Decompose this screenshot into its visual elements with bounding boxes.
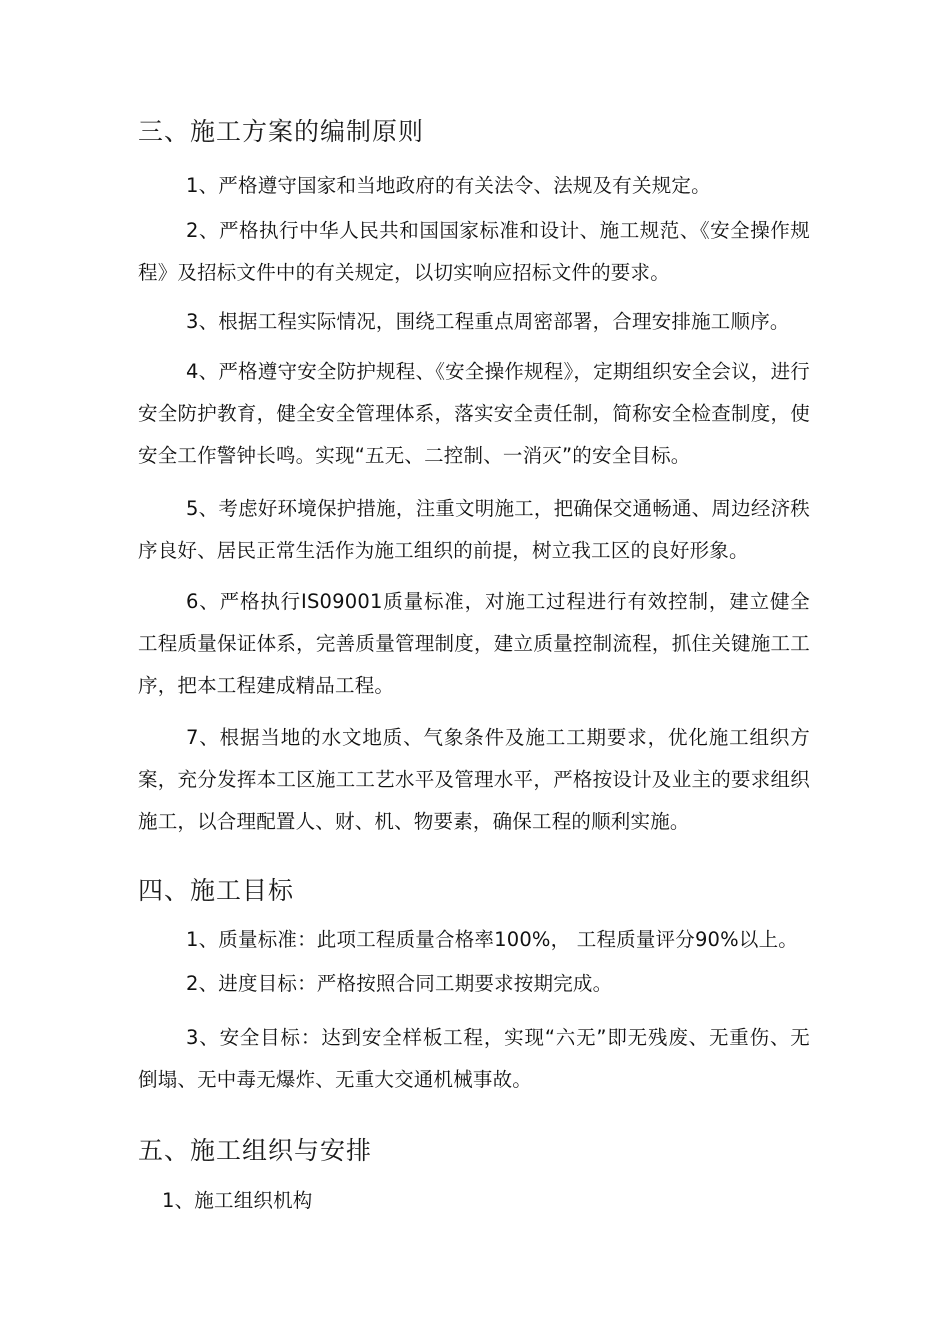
section-5-item-1: 1、施工组织机构 (162, 1189, 313, 1212)
section-4-item-1: 1、质量标准：此项工程质量合格率100%， 工程质量评分90%以上。 (186, 928, 798, 951)
section-4-item-3: 3、安全目标：达到安全样板工程，实现“六无”即无残废、无重伤、无倒塌、无中毒无爆炸、无重大交通机械事故。 (138, 1026, 810, 1091)
section-3-item-6: 6、严格执行IS09001质量标准，对施工过程进行有效控制，建立健全工程质量保证体系，完善质量管理制度，建立质量控制流程，抓住关键施工工序，把本工程建成精品工程。 (138, 590, 810, 697)
section-5-heading: 五、施工组织与安排 (138, 1136, 373, 1165)
section-3-heading: 三、施工方案的编制原则 (138, 117, 425, 146)
section-4-heading: 四、施工目标 (138, 876, 295, 905)
section-3-item-7: 7、根据当地的水文地质、气象条件及施工工期要求，优化施工组织方案，充分发挥本工区施工工艺水平及管理水平，严格按设计及业主的要求组织施工，以合理配置人、财、机、物要素，确保工程的顺利实施。 (138, 726, 810, 833)
section-3-item-3: 3、根据工程实际情况，围绕工程重点周密部署，合理安排施工顺序。 (186, 310, 790, 333)
section-3-item-2: 2、严格执行中华人民共和国国家标准和设计、施工规范、《安全操作规程》及招标文件中的有关规定，以切实响应招标文件的要求。 (138, 219, 810, 284)
section-3-item-5: 5、考虑好环境保护措施，注重文明施工，把确保交通畅通、周边经济秩序良好、居民正常生活作为施工组织的前提，树立我工区的良好形象。 (138, 497, 810, 562)
section-3-item-4: 4、严格遵守安全防护规程、《安全操作规程》，定期组织安全会议，进行安全防护教育，健全安全管理体系，落实安全责任制，简称安全检查制度，使安全工作警钟长鸣。实现“五无、二控制、一消灭”的安全目标。 (138, 360, 810, 467)
section-3-item-1: 1、严格遵守国家和当地政府的有关法令、法规及有关规定。 (186, 174, 711, 197)
section-4-item-2: 2、进度目标：严格按照合同工期要求按期完成。 (186, 972, 613, 995)
